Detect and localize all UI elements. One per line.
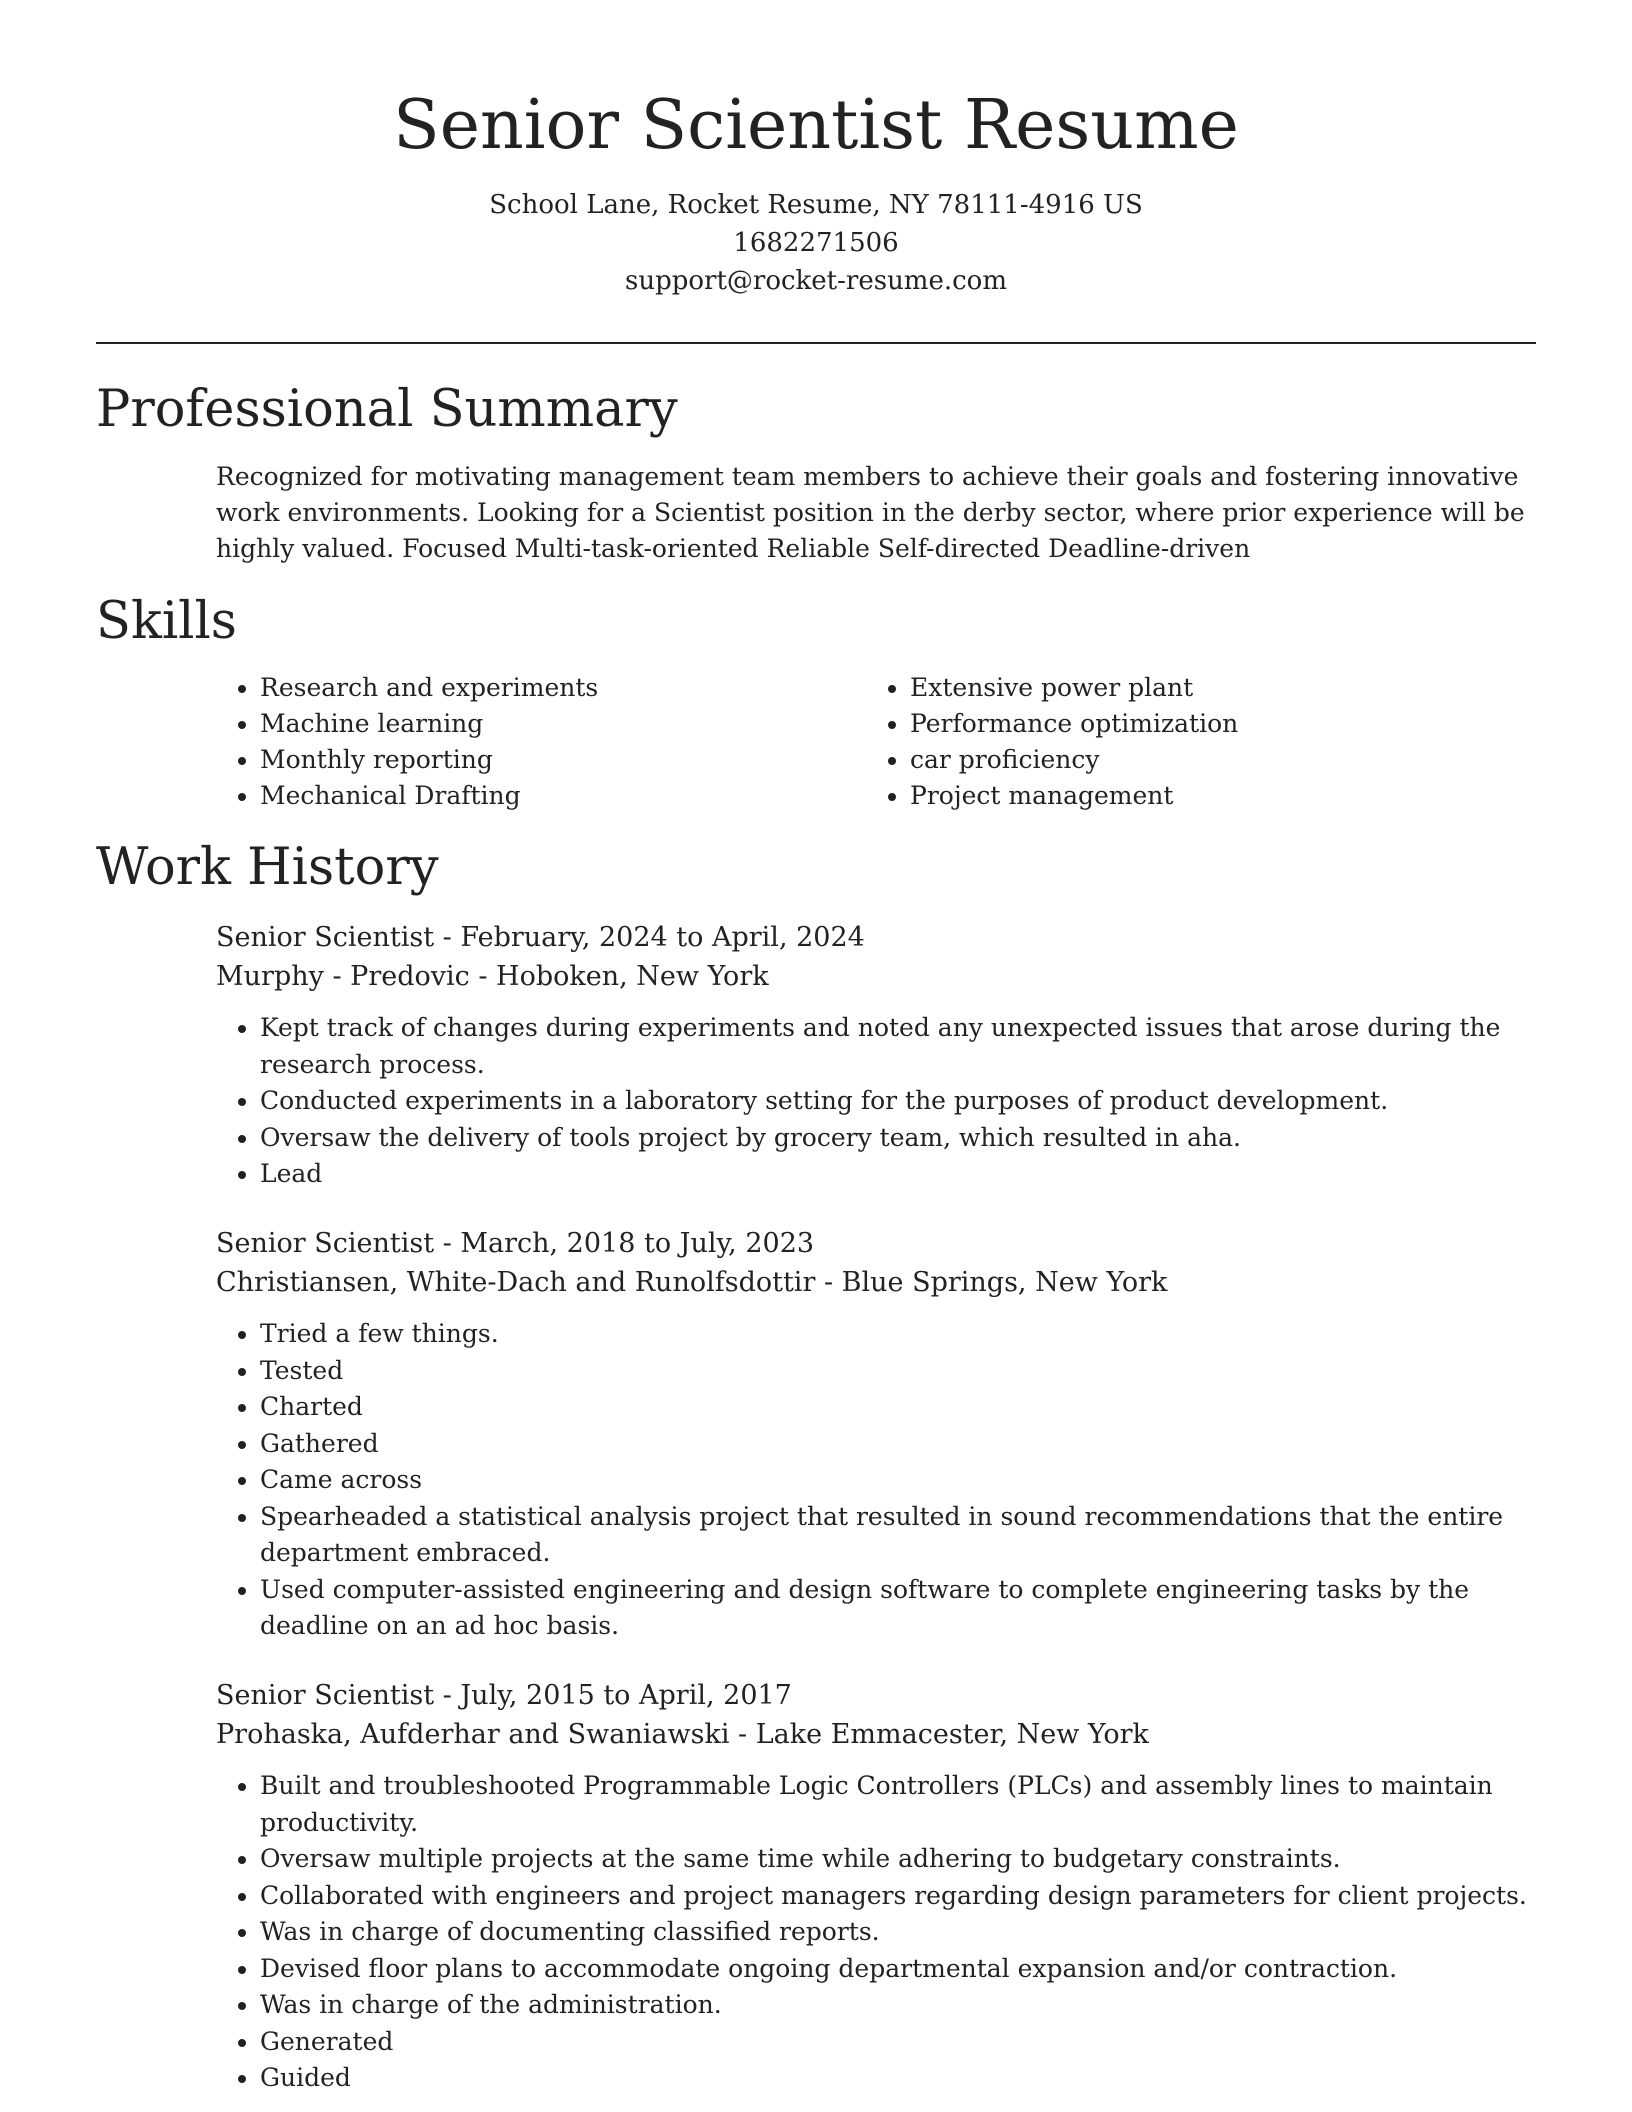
job-bullet: • Generated (260, 2024, 1536, 2061)
job-bullets (216, 1316, 1536, 1645)
job-bullets (216, 1010, 1536, 1193)
job-title-line (216, 918, 1536, 957)
job-bullet: • Conducted experiments in a laboratory setting for the purposes of product development. (260, 1083, 1536, 1120)
contact-phone: 1682271506 (733, 228, 899, 258)
skill-item: • Project management (910, 778, 1510, 814)
skill-item: • car proficiency (910, 742, 1510, 778)
job-company: Christiansen, White-Dach and Runolfsdottir (216, 1267, 816, 1298)
job-bullet: • Spearheaded a statistical analysis project that resulted in sound recommendations that the entire department embraced. (260, 1499, 1536, 1572)
job-location: - Blue Springs, New York (815, 1267, 1168, 1298)
job-dates: - July, 2015 to April, 2017 (434, 1680, 792, 1711)
job-bullet: • Built and troubleshooted Programmable Logic Controllers (PLCs) and assembly lines to maintain productivity. (260, 1768, 1536, 1841)
job-bullet: • Charted (260, 1389, 1536, 1426)
job-company-line (216, 1263, 1536, 1302)
job-bullet: • Was in charge of the administration. (260, 1987, 1536, 2024)
job-bullet: • Oversaw the delivery of tools project by grocery team, which resulted in aha. (260, 1120, 1536, 1157)
job-company: Murphy - Predovic (216, 961, 470, 992)
job-bullet: • Guided (260, 2060, 1536, 2097)
job-entry (216, 1224, 1536, 1645)
resume-title: Senior Scientist Resume (393, 86, 1239, 165)
job-bullet: • Came across (260, 1462, 1536, 1499)
job-entry (216, 918, 1536, 1193)
skills-list-left (216, 670, 860, 814)
work-history-heading: Work History (96, 838, 439, 897)
job-bullet: • Gathered (260, 1426, 1536, 1463)
job-bullet: • Kept track of changes during experiments and noted any unexpected issues that arose during the research process. (260, 1010, 1536, 1083)
job-bullet: • Collaborated with engineers and project managers regarding design parameters for client projects. (260, 1878, 1536, 1915)
job-location: - Lake Emmacester, New York (729, 1719, 1149, 1750)
job-bullet: • Tried a few things. (260, 1316, 1536, 1353)
contact-address: School Lane, Rocket Resume, NY 78111-4916 US (489, 190, 1143, 220)
skill-item: • Machine learning (260, 706, 860, 742)
job-location: - Hoboken, New York (469, 961, 769, 992)
job-bullet: • Used computer-assisted engineering and design software to complete engineering tasks by the deadline on an ad hoc basis. (260, 1572, 1536, 1645)
summary-text: Recognized for motivating management team members to achieve their goals and fostering innovative work environments. Looking for a Scientist position in the derby sector, where prior experience will be highly valued. Focused Multi-task-oriented Reliable Self-directed Deadline-driven (216, 462, 1525, 563)
job-title: Senior Scientist (216, 922, 435, 953)
summary-heading: Professional Summary (96, 380, 678, 439)
job-company-line (216, 957, 1536, 996)
skill-item: • Performance optimization (910, 706, 1510, 742)
skill-item: • Mechanical Drafting (260, 778, 860, 814)
job-entry (216, 1676, 1536, 2097)
skill-item: • Monthly reporting (260, 742, 860, 778)
job-bullets (216, 1768, 1536, 2097)
contact-email: support@rocket-resume.com (624, 266, 1007, 296)
job-title-line (216, 1676, 1536, 1715)
skill-item: • Research and experiments (260, 670, 860, 706)
job-bullet: • Oversaw multiple projects at the same time while adhering to budgetary constraints. (260, 1841, 1536, 1878)
job-dates: - February, 2024 to April, 2024 (434, 922, 865, 953)
job-dates: - March, 2018 to July, 2023 (434, 1228, 815, 1259)
skills-heading: Skills (96, 592, 237, 651)
header-divider (96, 342, 1536, 344)
job-company-line (216, 1715, 1536, 1754)
job-title-line (216, 1224, 1536, 1263)
job-company: Prohaska, Aufderhar and Swaniawski (216, 1719, 730, 1750)
resume-header (96, 82, 1536, 300)
skills-list-right (866, 670, 1510, 814)
job-bullet: • Devised floor plans to accommodate ongoing departmental expansion and/or contraction. (260, 1951, 1536, 1988)
job-bullet: • Lead (260, 1156, 1536, 1193)
job-bullet: • Was in charge of documenting classified reports. (260, 1914, 1536, 1951)
job-title: Senior Scientist (216, 1228, 435, 1259)
skill-item: • Extensive power plant (910, 670, 1510, 706)
job-title: Senior Scientist (216, 1680, 435, 1711)
job-bullet: • Tested (260, 1353, 1536, 1390)
